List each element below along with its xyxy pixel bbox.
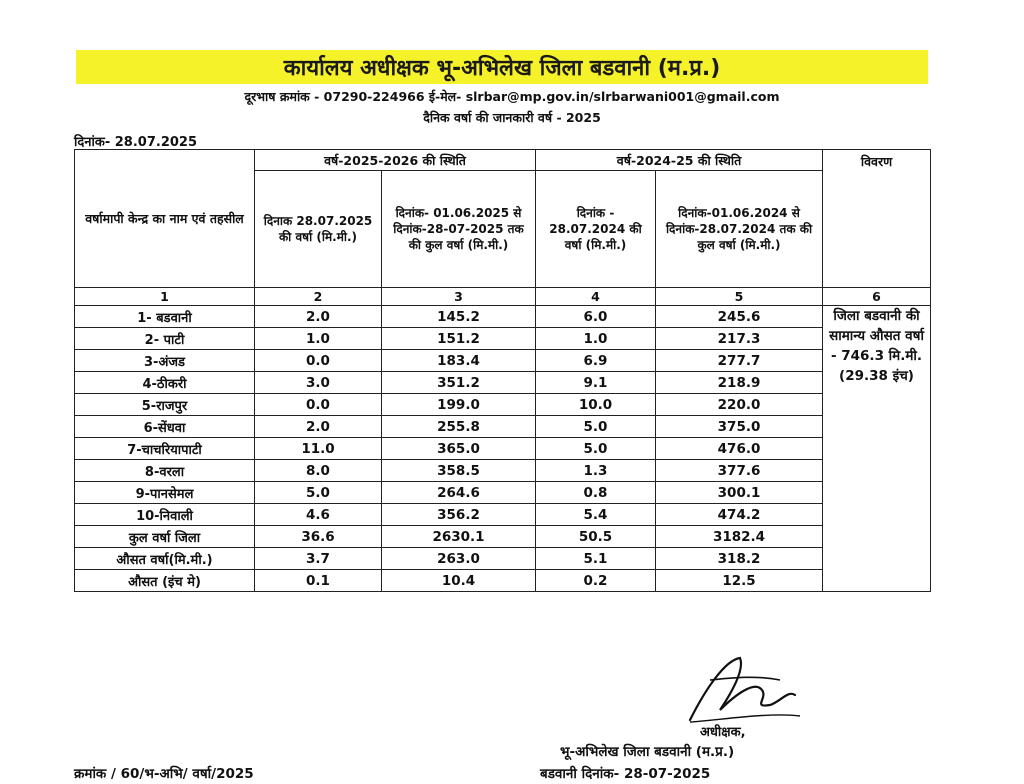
cell-rain-today-2025: 2.0: [255, 416, 382, 438]
table-row: [75, 306, 931, 328]
cell-rain-today-2025: 3.0: [255, 372, 382, 394]
table-row: [75, 438, 931, 460]
cell-rain-total-2025: 351.2: [382, 372, 536, 394]
cell-rain-total-2025: 255.8: [382, 416, 536, 438]
station-header: वर्षामापी केन्द्र का नाम एवं तहसील: [75, 150, 255, 288]
cell-rain-today-2024: 0.8: [536, 482, 656, 504]
cell-rain-today-2025: 1.0: [255, 328, 382, 350]
cell-rain-today-2025: 0.0: [255, 350, 382, 372]
cell-rain-today-2025: 4.6: [255, 504, 382, 526]
col-number: 6: [823, 288, 931, 306]
cell-rain-total-2025: 151.2: [382, 328, 536, 350]
col-number: 5: [656, 288, 823, 306]
station-name: 10-निवाली: [75, 504, 255, 526]
cell-rain-total-2025: 358.5: [382, 460, 536, 482]
cell-rain-today-2025: 0.0: [255, 394, 382, 416]
cell-rain-today-2024: 5.0: [536, 438, 656, 460]
cell-rain-total-2024: 375.0: [656, 416, 823, 438]
group-header-2025: वर्ष-2025-2026 की स्थिति: [255, 150, 536, 171]
cell-rain-total-2024: 476.0: [656, 438, 823, 460]
cell-rain-total-2024: 300.1: [656, 482, 823, 504]
cell-rain-total-2024: 218.9: [656, 372, 823, 394]
cell-avg-2024: 318.2: [656, 548, 823, 570]
table-row: [75, 350, 931, 372]
cell-rain-today-2024: 6.9: [536, 350, 656, 372]
cell-rain-total-2025: 145.2: [382, 306, 536, 328]
station-name: 1- बडवानी: [75, 306, 255, 328]
station-name: 3-अंजड: [75, 350, 255, 372]
cell-rain-today-2024: 5.4: [536, 504, 656, 526]
cell-rain-today-2024: 1.3: [536, 460, 656, 482]
table-row: [75, 460, 931, 482]
col-number: 4: [536, 288, 656, 306]
cell-rain-today-2024: 6.0: [536, 306, 656, 328]
group-header-2024: वर्ष-2024-25 की स्थिति: [536, 150, 823, 171]
col3-header: दिनांक- 01.06.2025 से दिनांक-28-07-2025 तक की कुल वर्षा (मि.मी.): [382, 171, 536, 288]
table-row: [75, 416, 931, 438]
table-row: [75, 394, 931, 416]
cell-total-2024: 3182.4: [656, 526, 823, 548]
reference-number: क्रमांक / 60/भ-अभि/ वर्षा/2025: [74, 766, 254, 782]
col-number: 1: [75, 288, 255, 306]
table-row: [75, 482, 931, 504]
cell-avg-today-2025: 3.7: [255, 548, 382, 570]
station-name: 6-सेंधवा: [75, 416, 255, 438]
cell-avg-2025: 263.0: [382, 548, 536, 570]
cell-avg-inch-today-2024: 0.2: [536, 570, 656, 592]
cell-total-2025: 2630.1: [382, 526, 536, 548]
station-name: 7-चाचरियापाटी: [75, 438, 255, 460]
average-inch-label: औसत (इंच मे): [75, 570, 255, 592]
cell-avg-inch-2024: 12.5: [656, 570, 823, 592]
cell-rain-total-2024: 377.6: [656, 460, 823, 482]
col4-header: दिनांक - 28.07.2024 की वर्षा (मि.मी.): [536, 171, 656, 288]
col5-header: दिनांक-01.06.2024 से दिनांक-28.07.2024 तक की कुल वर्षा (मि.मी.): [656, 171, 823, 288]
cell-rain-total-2024: 220.0: [656, 394, 823, 416]
signer-date: बडवानी दिनांक- 28-07-2025: [540, 766, 711, 782]
handwritten-signature: [540, 650, 860, 730]
cell-rain-today-2024: 5.0: [536, 416, 656, 438]
cell-total-today-2025: 36.6: [255, 526, 382, 548]
cell-rain-total-2025: 264.6: [382, 482, 536, 504]
cell-rain-today-2025: 11.0: [255, 438, 382, 460]
col-number: 2: [255, 288, 382, 306]
remarks-header: विवरण: [823, 150, 931, 288]
contact-line: दूरभाष क्रमांक - 07290-224966 ई-मेल- slrbar@mp.gov.in/slrbarwani001@gmail.com: [244, 89, 780, 104]
cell-rain-today-2024: 10.0: [536, 394, 656, 416]
cell-rain-today-2025: 5.0: [255, 482, 382, 504]
table-row: [75, 504, 931, 526]
cell-total-today-2024: 50.5: [536, 526, 656, 548]
signer-title: अधीक्षक,: [700, 725, 746, 740]
report-subtitle: दैनिक वर्षा की जानकारी वर्ष - 2025: [423, 110, 601, 125]
signer-office: भू-अभिलेख जिला बडवानी (म.प्र.): [560, 744, 735, 760]
table-row: [75, 372, 931, 394]
table-row: [75, 328, 931, 350]
office-title: कार्यालय अधीक्षक भू-अभिलेख जिला बडवानी (म.प्र.): [283, 56, 721, 81]
cell-rain-today-2024: 9.1: [536, 372, 656, 394]
rainfall-table: [74, 149, 931, 592]
col-number: 3: [382, 288, 536, 306]
cell-rain-total-2025: 199.0: [382, 394, 536, 416]
cell-rain-today-2025: 2.0: [255, 306, 382, 328]
col2-header: दिनाक 28.07.2025 की वर्षा (मि.मी.): [255, 171, 382, 288]
cell-rain-total-2024: 217.3: [656, 328, 823, 350]
cell-rain-total-2024: 245.6: [656, 306, 823, 328]
report-date: दिनांक- 28.07.2025: [74, 135, 197, 150]
cell-rain-total-2025: 356.2: [382, 504, 536, 526]
cell-rain-today-2025: 8.0: [255, 460, 382, 482]
station-name: 8-वरला: [75, 460, 255, 482]
station-name: 4-ठीकरी: [75, 372, 255, 394]
station-name: 2- पाटी: [75, 328, 255, 350]
average-mm-row: [75, 548, 931, 570]
cell-avg-today-2024: 5.1: [536, 548, 656, 570]
average-inch-row: [75, 570, 931, 592]
cell-rain-total-2025: 365.0: [382, 438, 536, 460]
total-label: कुल वर्षा जिला: [75, 526, 255, 548]
cell-avg-inch-2025: 10.4: [382, 570, 536, 592]
total-row: [75, 526, 931, 548]
average-mm-label: औसत वर्षा(मि.मी.): [75, 548, 255, 570]
station-name: 9-पानसेमल: [75, 482, 255, 504]
remarks-cell: जिला बडवानी की सामान्य औसत वर्षा - 746.3 मि.मी. (29.38 इंच): [823, 306, 931, 592]
cell-rain-total-2024: 277.7: [656, 350, 823, 372]
cell-rain-total-2025: 183.4: [382, 350, 536, 372]
station-name: 5-राजपुर: [75, 394, 255, 416]
cell-avg-inch-today-2025: 0.1: [255, 570, 382, 592]
cell-rain-total-2024: 474.2: [656, 504, 823, 526]
cell-rain-today-2024: 1.0: [536, 328, 656, 350]
